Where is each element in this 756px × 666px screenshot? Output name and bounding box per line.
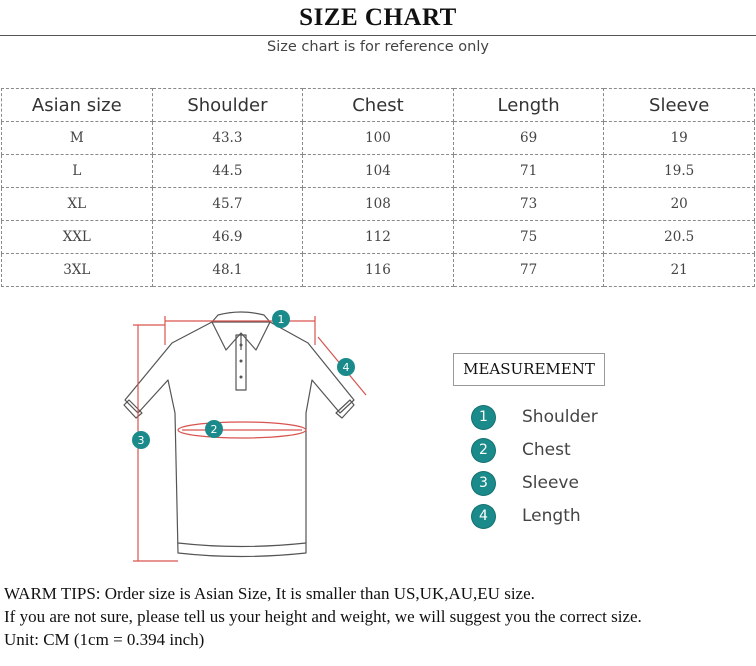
table-cell: 46.9	[152, 221, 303, 254]
sizing-advice-text: If you are not sure, please tell us your height and weight, we will suggest you the correct size.	[4, 607, 642, 626]
marker-1-icon	[272, 310, 290, 328]
table-row	[2, 155, 755, 188]
column-header: Chest	[303, 89, 454, 122]
table-row	[2, 188, 755, 221]
table-cell: 112	[303, 221, 454, 254]
table-cell: 71	[453, 155, 604, 188]
table-cell: L	[2, 155, 153, 188]
table-cell: 116	[303, 254, 454, 287]
table-cell: 77	[453, 254, 604, 287]
marker-2-icon	[205, 420, 223, 438]
svg-text:2: 2	[210, 423, 218, 436]
table-cell: 75	[453, 221, 604, 254]
legend-label: Length	[522, 506, 581, 526]
table-header-row	[2, 89, 755, 122]
column-header: Shoulder	[152, 89, 303, 122]
table-cell: 21	[604, 254, 755, 287]
legend-label: Chest	[522, 440, 571, 460]
shirt-diagram	[120, 305, 380, 570]
unit-note-text: Unit: CM (1cm = 0.394 inch)	[4, 630, 205, 649]
legend-label: Shoulder	[522, 407, 598, 427]
number-4-icon: 4	[472, 505, 495, 528]
table-cell: M	[2, 122, 153, 155]
table-cell: 48.1	[152, 254, 303, 287]
number-1-icon: 1	[472, 406, 495, 429]
polo-shirt-illustration	[120, 305, 380, 570]
left-sleeve-cuff	[124, 400, 142, 418]
table-cell: 108	[303, 188, 454, 221]
column-header: Asian size	[2, 89, 153, 122]
legend-label: Sleeve	[522, 473, 579, 493]
number-2-icon: 2	[472, 439, 495, 462]
svg-text:1: 1	[277, 313, 285, 326]
table-row	[2, 221, 755, 254]
marker-4-icon	[337, 358, 355, 376]
table-cell: 19.5	[604, 155, 755, 188]
number-3-icon: 3	[472, 472, 495, 495]
table-cell: 104	[303, 155, 454, 188]
size-table	[1, 88, 755, 287]
title-divider	[0, 35, 756, 36]
table-row	[2, 254, 755, 287]
shirt-outline	[125, 322, 354, 557]
table-cell: XL	[2, 188, 153, 221]
table-cell: XXL	[2, 221, 153, 254]
table-cell: 43.3	[152, 122, 303, 155]
marker-3-icon	[132, 431, 150, 449]
warm-tips-text: WARM TIPS: Order size is Asian Size, It is smaller than US,UK,AU,EU size.	[4, 584, 535, 603]
table-cell: 20	[604, 188, 755, 221]
table-cell: 100	[303, 122, 454, 155]
column-header: Sleeve	[604, 89, 755, 122]
page-subtitle: Size chart is for reference only	[267, 39, 489, 55]
table-row	[2, 122, 755, 155]
table-cell: 20.5	[604, 221, 755, 254]
measurement-heading: MEASUREMENT	[453, 353, 605, 386]
table-cell: 3XL	[2, 254, 153, 287]
table-cell: 19	[604, 122, 755, 155]
table-cell: 45.7	[152, 188, 303, 221]
table-cell: 44.5	[152, 155, 303, 188]
svg-text:3: 3	[137, 434, 145, 447]
column-header: Length	[453, 89, 604, 122]
page-title: SIZE CHART	[299, 4, 457, 31]
table-cell: 73	[453, 188, 604, 221]
table-cell: 69	[453, 122, 604, 155]
hem-band	[178, 543, 306, 547]
svg-text:4: 4	[342, 361, 350, 374]
